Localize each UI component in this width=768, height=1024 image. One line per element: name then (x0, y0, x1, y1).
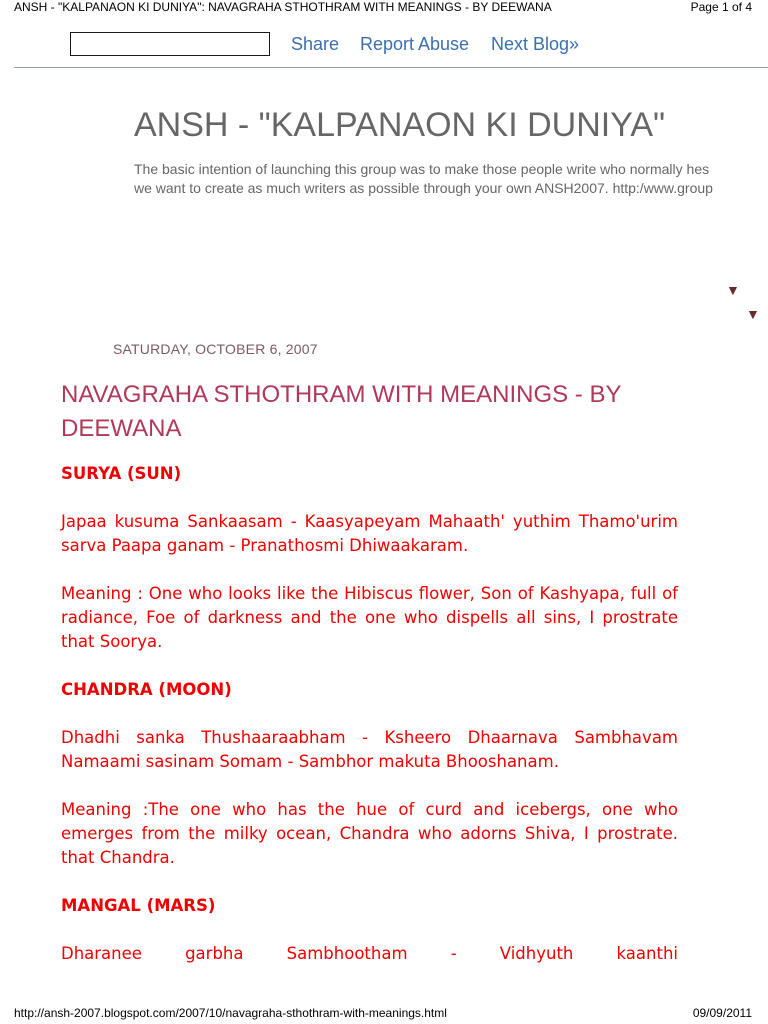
blog-description (134, 160, 768, 198)
section-heading: MANGAL (MARS) (61, 896, 216, 915)
meaning: Meaning : One who looks like the Hibiscus flower, Son of Kashyapa, full of radiance, Foe of darkness and the one who dispells all sins, I prostrate that Soorya. (61, 584, 678, 651)
verse: Japaa kusuma Sankaasam - Kaasyapeyam Mahaath' yuthim Thamo'urim sarva Paapa ganam - Pranathosmi Dhiwaakaram. (61, 512, 678, 555)
print-date: 09/09/2011 (692, 1006, 752, 1020)
print-page-number: Page 1 of 4 (690, 0, 752, 14)
meaning: Meaning :The one who has the hue of curd and icebergs, one who emerges from the milky ocean, Chandra who adorns Shiva, I prostrate. that Chandra. (61, 800, 678, 867)
section-heading: SURYA (SUN) (61, 464, 182, 483)
print-page-title: ANSH - "KALPANAON KI DUNIYA": NAVAGRAHA STHOTHRAM WITH MEANINGS - BY DEEWANA (14, 0, 552, 14)
search-input[interactable] (70, 32, 270, 56)
verse: Dhadhi sanka Thushaaraabham - Ksheero Dhaarnava Sambhavam Namaami sasinam Somam - Sambhor makuta Bhooshanam. (61, 728, 678, 771)
post-body (61, 462, 678, 990)
navbar-divider (14, 67, 768, 68)
print-url: http://ansh-2007.blogspot.com/2007/10/navagraha-sthothram-with-meanings.html (14, 1006, 447, 1020)
report-abuse-link[interactable]: Report Abuse (360, 34, 470, 54)
archive-toggle-icon[interactable]: ▼ (726, 282, 740, 298)
blog-description-line: we want to create as much writers as possible through your own ANSH2007. http:/www.group (134, 180, 713, 196)
print-header (14, 0, 752, 16)
post-date: SATURDAY, OCTOBER 6, 2007 (113, 341, 318, 357)
blog-description-line: The basic intention of launching this group was to make those people write who normally hes (134, 161, 710, 177)
print-footer (14, 1006, 752, 1020)
post-title[interactable]: NAVAGRAHA STHOTHRAM WITH MEANINGS - BY DEEWANA (61, 381, 622, 442)
verse: Dharanee garbha Sambhootham - Vidhyuth kaanthi (61, 944, 678, 963)
section-heading: CHANDRA (MOON) (61, 680, 232, 699)
archive-toggle-icon[interactable]: ▼ (746, 306, 760, 322)
share-link[interactable]: Share (291, 34, 340, 54)
blog-title[interactable]: ANSH - "KALPANAON KI DUNIYA" (134, 106, 666, 144)
next-blog-link[interactable]: Next Blog» (491, 34, 580, 54)
